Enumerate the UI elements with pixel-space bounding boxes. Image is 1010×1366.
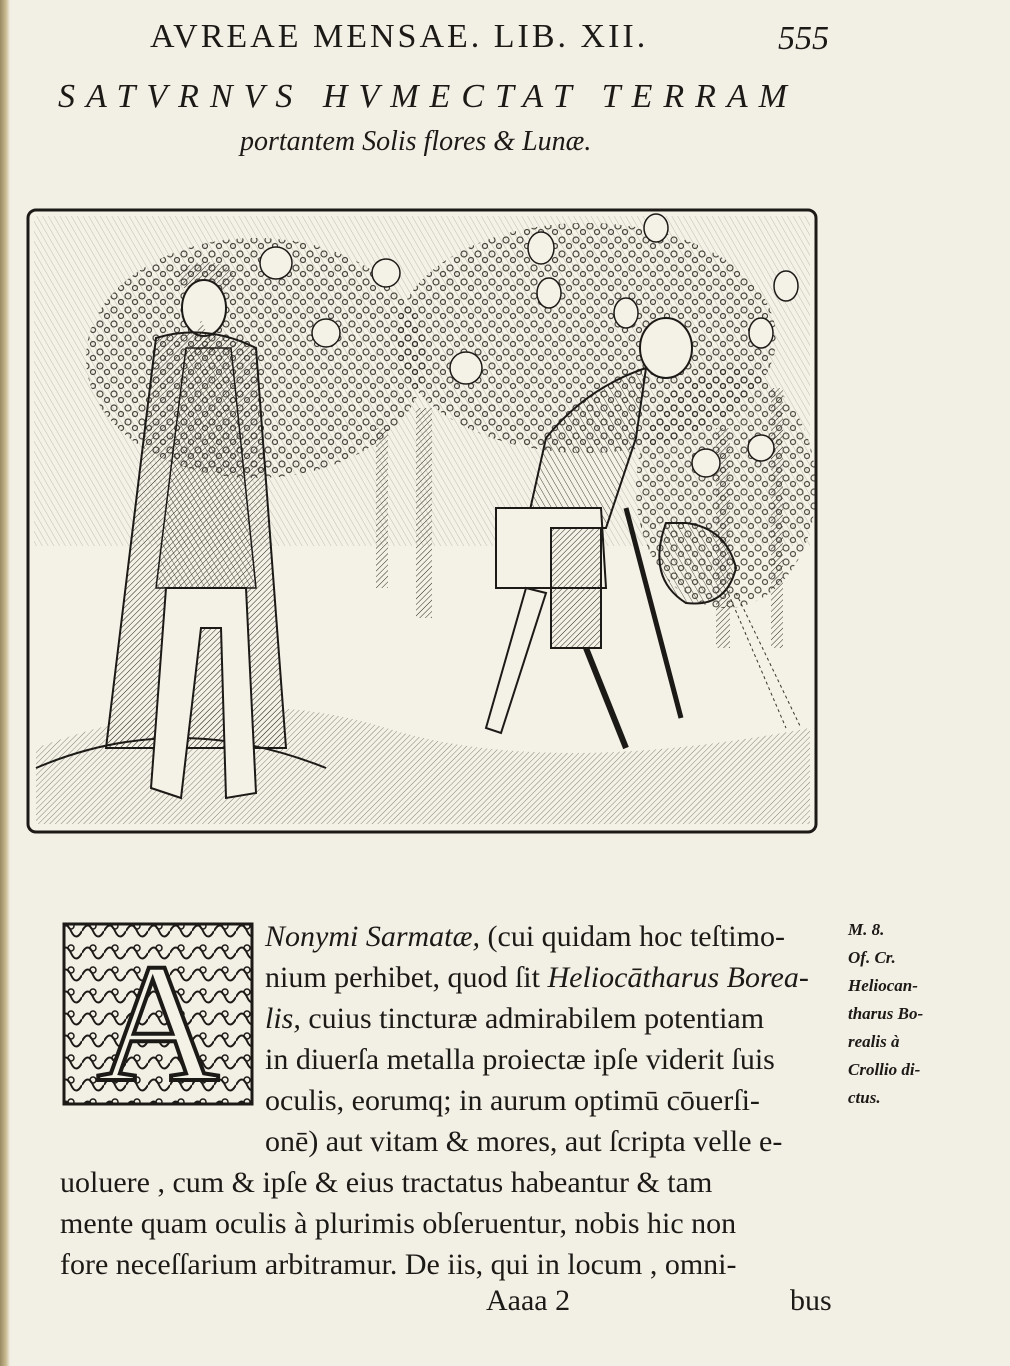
margin-note: Of. Cr.: [848, 948, 896, 967]
emblem-title: SATVRNVS HVMECTAT TERRAM: [58, 78, 798, 115]
running-head: AVREAE MENSAE. LIB. XII.: [150, 18, 649, 55]
margin-note: Heliocan-: [848, 976, 918, 995]
text-line-6: onē) aut vitam & mores, aut ſcripta velle e-: [265, 1125, 783, 1158]
text-line-3: lis, cuius tincturæ admirabilem potentiam: [265, 1002, 765, 1035]
emblem-engraving: [26, 208, 818, 834]
text-line-9: fore neceſſarium arbitramur. De iis, qui in locum , omni-: [60, 1248, 737, 1281]
catchword: bus: [790, 1284, 832, 1317]
emblem-subtitle: portantem Solis flores & Lunæ.: [240, 126, 592, 157]
margin-note: M. 8.: [848, 920, 885, 939]
margin-note: realis à: [848, 1032, 900, 1051]
page-number: 555: [778, 20, 829, 57]
book-spine-shadow: [0, 0, 10, 1366]
margin-note: Crollio di-: [848, 1060, 921, 1079]
text-line-1: Nonymi Sarmatæ, (cui quidam hoc teſtimo-: [265, 920, 785, 953]
body-text: [60, 916, 850, 1285]
signature-mark: Aaaa 2: [486, 1284, 571, 1317]
text-line-2: nium perhibet, quod ſit Heliocātharus Borea-: [265, 961, 809, 994]
margin-note: ctus.: [848, 1088, 881, 1107]
initial-letter: A: [96, 929, 220, 1108]
text-line-4: in diuerſa metalla proiectæ ipſe viderit ſuis: [265, 1043, 775, 1076]
text-line-5: oculis, eorumq; in aurum optimū cōuerſi-: [265, 1084, 760, 1117]
margin-notes: [848, 916, 958, 1112]
text-line-7: uoluere , cum & ipſe & eius tractatus habeantur & tam: [60, 1166, 713, 1199]
text-line-8: mente quam oculis à plurimis obſeruentur, nobis hic non: [60, 1207, 737, 1240]
decorated-initial: [60, 920, 256, 1108]
margin-note: tharus Bo-: [848, 1004, 924, 1023]
